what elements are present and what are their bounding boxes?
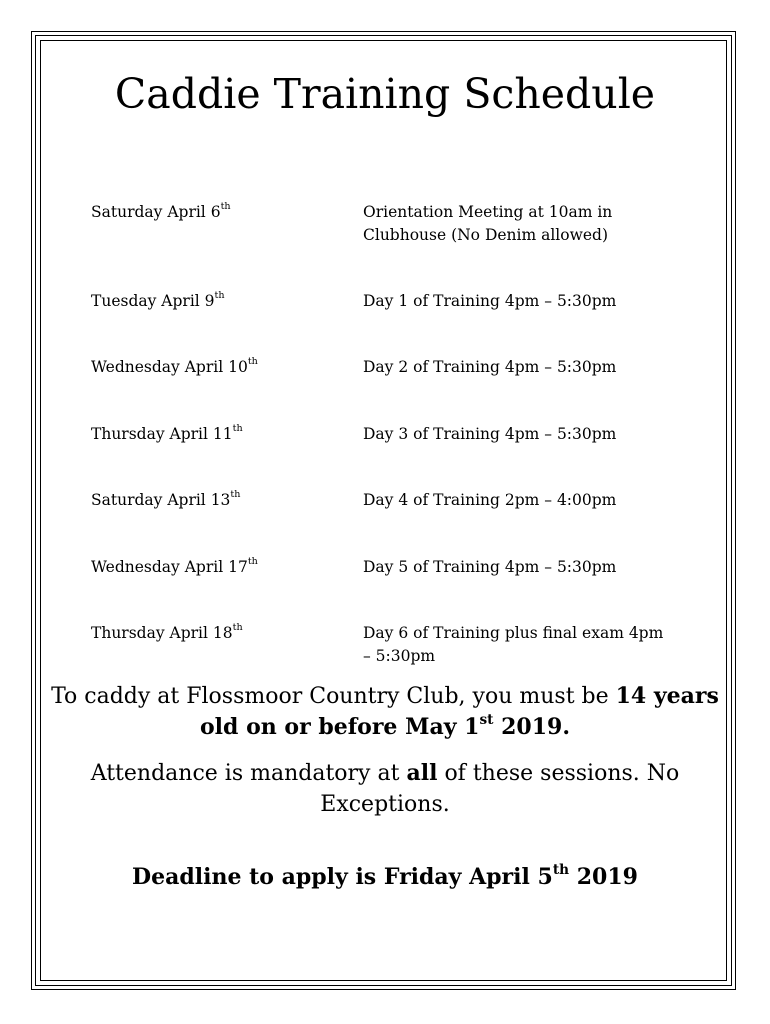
schedule-day [91,423,243,446]
schedule-day-text: Tuesday April 9 [91,292,215,310]
schedule-day [91,622,243,645]
day-ordinal: th [232,622,243,634]
deadline-year: 2019 [576,864,638,890]
day-ordinal: th [220,201,231,213]
schedule-event: Day 3 of Training 4pm – 5:30pm [363,425,617,443]
requirement-text: To caddy at Flossmoor Country Club, you must be [51,684,609,709]
deadline-text: Deadline to apply is Friday April 5 [132,864,553,890]
attendance-text: Attendance is mandatory at [90,761,400,786]
schedule-event: Day 4 of Training 2pm – 4:00pm [363,491,617,509]
schedule-event: Day 6 of Training plus final exam 4pm – 5:30pm [363,624,664,665]
schedule-day [91,489,240,512]
requirement-year: 2019. [501,714,570,740]
page-title: Caddie Training Schedule [114,70,656,118]
schedule-day [91,356,258,379]
day-ordinal: th [230,489,241,501]
attendance-emphasis: all [406,760,438,786]
requirement-age-text: 14 years old on or before May 1 [200,683,719,740]
deadline-ordinal: th [552,861,570,878]
schedule-day [91,290,225,313]
schedule-day [91,201,231,224]
schedule-day-text: Thursday April 18 [91,624,233,642]
day-ordinal: th [247,356,258,368]
application-deadline [40,862,730,893]
day-ordinal: th [232,423,243,435]
day-ordinal: th [214,290,225,302]
schedule-event: Orientation Meeting at 10am in Clubhouse (No Denim allowed) [363,203,613,244]
schedule-event: Day 2 of Training 4pm – 5:30pm [363,358,617,376]
schedule-day-text: Saturday April 13 [91,491,231,509]
schedule-day-text: Saturday April 6 [91,203,221,221]
schedule-event: Day 5 of Training 4pm – 5:30pm [363,558,617,576]
attendance-notice [40,758,730,820]
schedule-event: Day 1 of Training 4pm – 5:30pm [363,292,617,310]
schedule-day [91,556,258,579]
day-ordinal: th [247,556,258,568]
schedule-day-text: Wednesday April 17 [91,558,248,576]
age-requirement [40,681,730,743]
schedule-day-text: Wednesday April 10 [91,358,248,376]
attendance-text-end: of these sessions. No Exceptions. [320,761,680,817]
requirement-ordinal: st [479,711,494,728]
schedule-day-text: Thursday April 11 [91,425,233,443]
